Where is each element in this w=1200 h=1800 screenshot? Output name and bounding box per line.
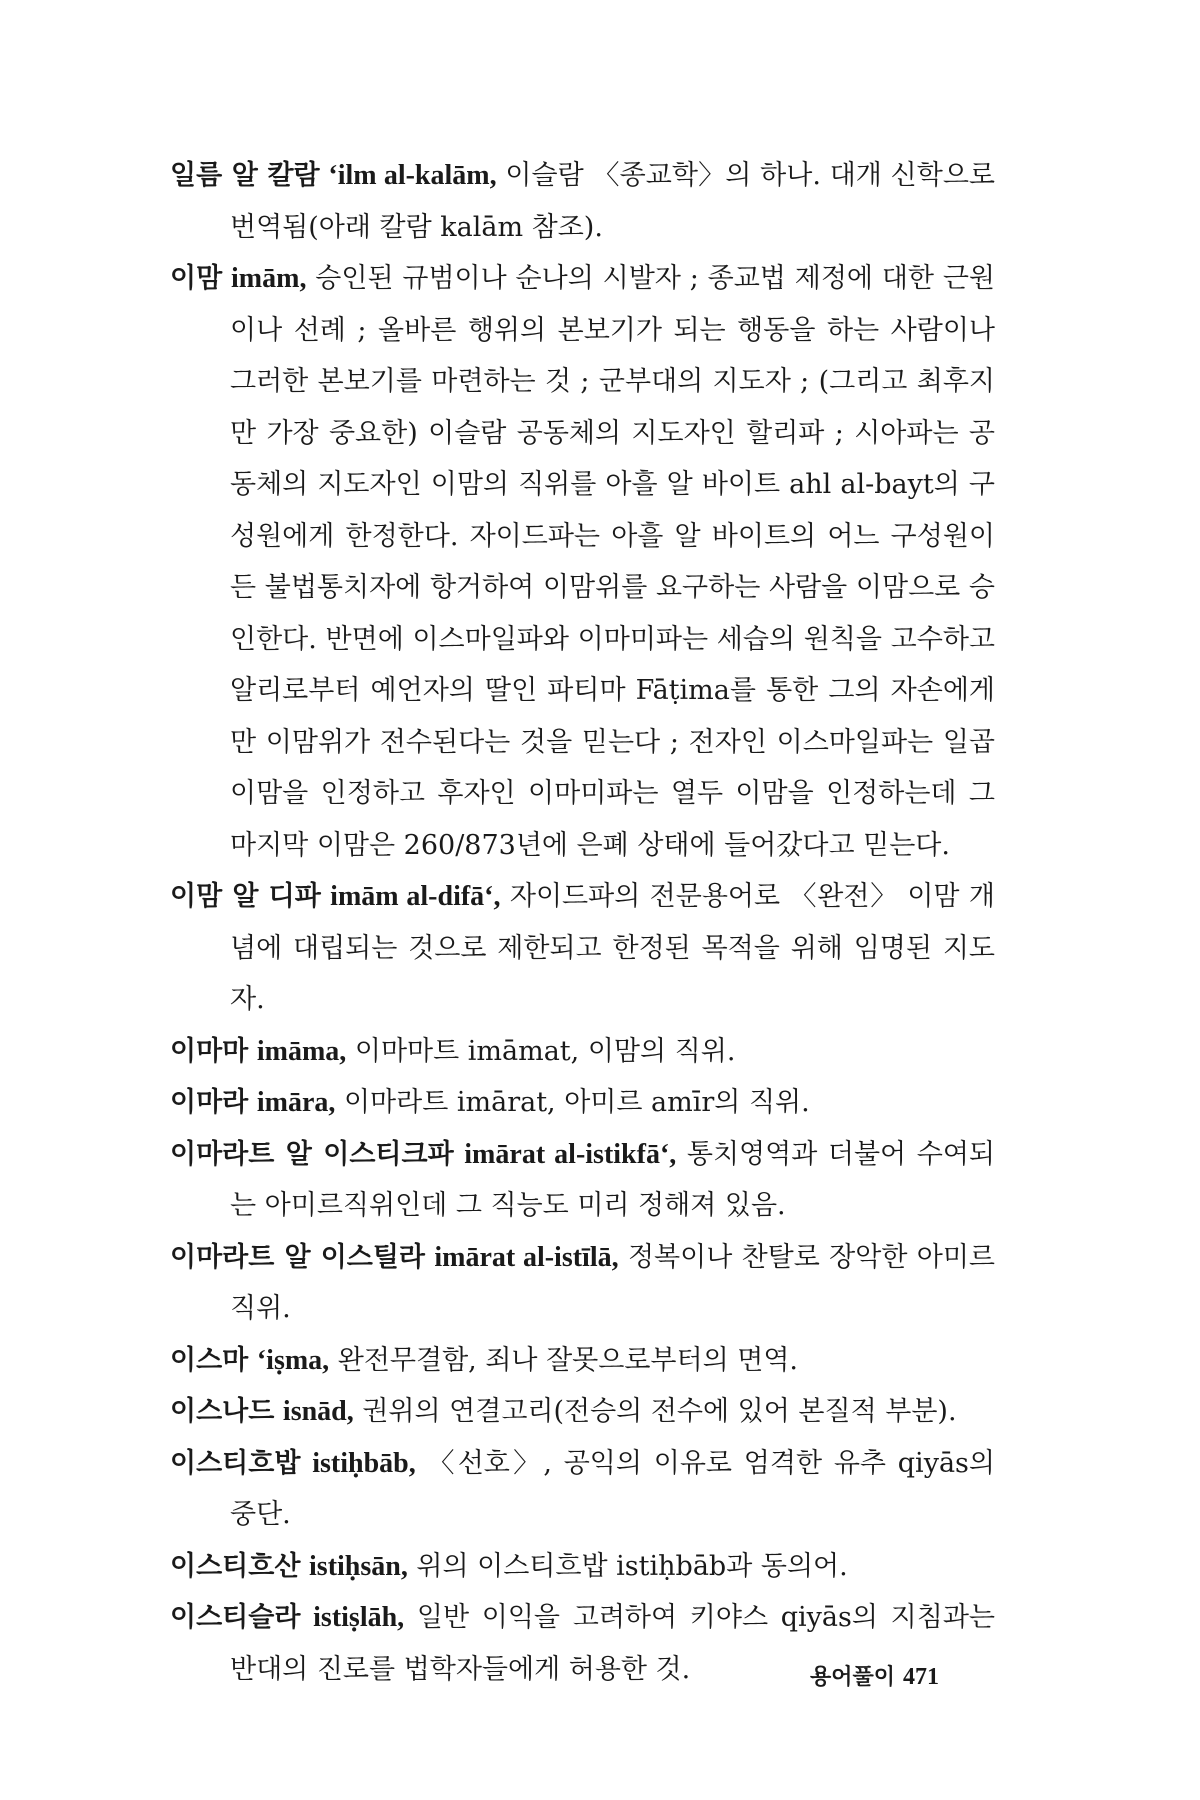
page-footer (810, 1660, 939, 1691)
entry-definition: 자이드파의 전문용어로 〈완전〉 이맘 개념에 대립되는 것으로 제한되고 한정된 목적을 위해 임명된 지도자. (230, 881, 995, 1015)
glossary-entry-imara (170, 1077, 995, 1129)
entry-headword-korean: 이마라트 알 이스틸라 (170, 1241, 426, 1273)
entry-headword-romanized: imārat al-istīlā, (434, 1241, 619, 1273)
glossary-entry-isnad (170, 1386, 995, 1438)
entry-headword-korean: 이마라 (170, 1087, 249, 1118)
entry-headword-romanized: imām al-difā‘, (330, 881, 501, 912)
entry-headword-romanized: imāma, (256, 1035, 347, 1067)
entry-definition: 정복이나 찬탈로 장악한 아미르 직위. (230, 1241, 995, 1324)
glossary-entry-ilm-al-kalam (170, 150, 995, 253)
entry-headword-korean: 이스나드 (170, 1396, 275, 1427)
glossary-entry-imarat-al-istikfa (170, 1129, 995, 1232)
entry-definition: 통치영역과 더불어 수여되는 아미르직위인데 그 직능도 미리 정해져 있음. (230, 1138, 995, 1221)
entry-definition: 이마라트 imārat, 아미르 amīr의 직위. (335, 1087, 810, 1118)
entry-headword-korean: 이마마 (170, 1035, 249, 1067)
glossary-entry-imam (170, 253, 995, 871)
glossary-entry-imam-al-difa (170, 871, 995, 1026)
entry-definition: 이마마트 imāmat, 이맘의 직위. (346, 1035, 736, 1067)
entry-headword-korean: 이스티흐밥 (170, 1447, 301, 1479)
entry-headword-romanized: ‘ilm al-kalām, (328, 160, 497, 191)
running-footer-title: 용어풀이 (810, 1665, 896, 1690)
entry-definition: 승인된 규범이나 순나의 시발자 ; 종교법 제정에 대한 근원이나 선례 ; 올바른 행위의 본보기가 되는 행동을 하는 사람이나 그러한 본보기를 마련하는 것 ; 군부대의 지도자 ; (그리고 최후지만 가장 중요한) 이슬람 공동체의 지도자인 할리파 ; 시아파는 공동체의 지도자인 이맘의 직위를 아흘 알 바이트 ahl al-bayt의 구성원에게 한정한다. 자이드파는 아흘 알 바이트의 어느 구성원이든 불법통치자에 항거하여 이맘위를 요구하는 사람을 이맘으로 승인한다. 반면에 이스마일파와 이마미파는 세습의 원칙을 고수하고 알리로부터 예언자의 딸인 파티마 Fāṭima를 통한 그의 자손에게만 이맘위가 전수된다는 것을 믿는다 ; 전자인 이스마일파는 일곱 이맘을 인정하고 후자인 이마미파는 열두 이맘을 인정하는데 그 마지막 이맘은 260/873년에 은폐 상태에 들어갔다고 믿는다. (230, 263, 995, 861)
entry-definition: 권위의 연결고리(전승의 전수에 있어 본질적 부분). (353, 1396, 957, 1427)
entry-headword-korean: 일름 알 칼람 (170, 160, 320, 191)
glossary-page (170, 150, 995, 1695)
entry-headword-romanized: isnād, (282, 1396, 354, 1427)
entry-headword-romanized: imārat al-istikfā‘, (464, 1138, 677, 1170)
entry-headword-korean: 이스마 (170, 1344, 249, 1376)
entry-headword-korean: 이스티슬라 (170, 1602, 301, 1633)
entry-definition: 위의 이스티흐밥 istiḥbāb과 동의어. (407, 1550, 848, 1582)
entry-definition: 완전무결함, 죄나 잘못으로부터의 면역. (329, 1344, 798, 1376)
glossary-entry-imama (170, 1026, 995, 1078)
entry-headword-romanized: imāra, (256, 1087, 336, 1118)
page-number: 471 (903, 1664, 940, 1690)
entry-headword-korean: 이맘 (170, 263, 223, 294)
glossary-entry-isma (170, 1335, 995, 1387)
entry-headword-romanized: istiṣlāh, (313, 1602, 405, 1633)
entry-headword-romanized: imām, (231, 263, 307, 294)
entry-headword-korean: 이스티흐산 (170, 1550, 301, 1582)
entry-headword-romanized: istiḥsān, (309, 1550, 408, 1582)
entry-definition: 일반 이익을 고려하여 키야스 qiyās의 지침과는 반대의 진로를 법학자들에게 허용한 것. (230, 1602, 995, 1685)
entry-definition: 이슬람 〈종교학〉의 하나. 대개 신학으로 번역됨(아래 칼람 kalām 참조). (230, 160, 995, 243)
entry-headword-korean: 이마라트 알 이스티크파 (170, 1138, 454, 1170)
glossary-entry-istihbab (170, 1438, 995, 1541)
glossary-entry-imarat-al-istila (170, 1232, 995, 1335)
entry-headword-korean: 이맘 알 디파 (170, 881, 321, 912)
entry-headword-romanized: ‘iṣma, (256, 1344, 330, 1376)
entry-headword-romanized: istiḥbāb, (312, 1447, 416, 1479)
entry-definition: 〈선호〉, 공익의 이유로 엄격한 유추 qiyās의 중단. (230, 1447, 995, 1530)
glossary-entry-istihsan (170, 1541, 995, 1593)
